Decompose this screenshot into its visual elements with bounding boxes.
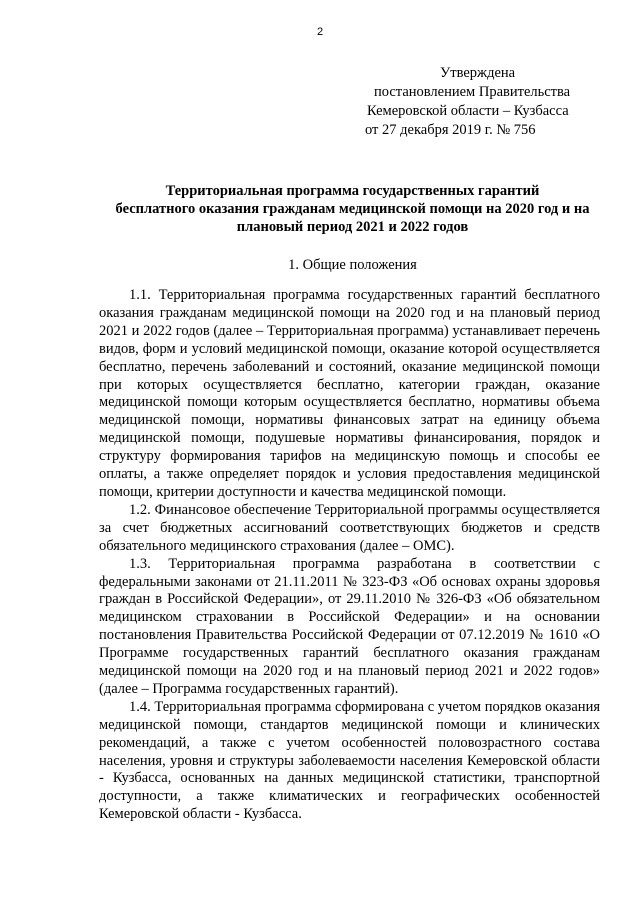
approval-line: Утверждена (440, 65, 516, 81)
title-line: бесплатного оказания гражданам медицинской помощи на 2020 год и на (115, 201, 590, 217)
title-line: плановый период 2021 и 2022 годов (236, 219, 469, 235)
paragraph: 1.2. Финансовое обеспечение Территориальной программы осуществляется за счет бюджетных ассигнований соответствующих бюджетов и средств обязательного медицинского страхования (далее – ОМС). (99, 501, 600, 554)
approval-line: Кемеровской области – Кузбасса (367, 103, 569, 119)
paragraph: 1.1. Территориальная программа государственных гарантий бесплатного оказания гражданам медицинской помощи на 2020 год и на плановый период 2021 и 2022 годов (далее – Территориальная программа) устанавливает перечень видов, форм и условий медицинской помощи, оказание которой осуществляется бесплатно, перечень заболеваний и состояний, оказание медицинской помощи при которых осуществляется бесплатно, категории граждан, оказание медицинской помощи которым осуществляется бесплатно, нормативы объема медицинской помощи, нормативы финансовых затрат на единицу объема медицинской помощи, подушевые нормативы финансирования, порядок и структуру формирования тарифов на медицинскую помощь и способы ее оплаты, а также определяет порядок и условия предоставления медицинской помощи, критерии доступности и качества медицинской помощи. (99, 287, 600, 500)
approval-block (355, 64, 605, 140)
paragraph: 1.3. Территориальная программа разработана в соответствии с федеральными законами от 21.11.2011 № 323-ФЗ «Об основах охраны здоровья граждан в Российской Федерации», от 29.11.2010 № 326-ФЗ «Об обязательном медицинском страховании в Российской Федерации» и на основании постановления Правительства Российской Федерации от 07.12.2019 № 1610 «О Программе государственных гарантий бесплатного оказания гражданам медицинской помощи на 2020 год и на плановый период 2021 и 2022 годов» (далее – Программа государственных гарантий). (99, 555, 600, 697)
approval-line: от 27 декабря 2019 г. № 756 (365, 122, 536, 138)
paragraph: 1.4. Территориальная программа сформирована с учетом порядков оказания медицинской помощи, стандартов медицинской помощи и клинических рекомендаций, а также с учетом особенностей половозрастного состава населения, уровня и структуры заболеваемости населения Кемеровской области - Кузбасса, основанных на данных медицинской статистики, транспортной доступности, а также климатических и географических особенностей Кемеровской области - Кузбасса. (99, 698, 600, 823)
page-number: 2 (316, 26, 324, 38)
document-body (99, 287, 600, 824)
approval-line: постановлением Правительства (374, 84, 571, 100)
section-heading: 1. Общие положения (288, 257, 417, 273)
title-line: Территориальная программа государственных гарантий (165, 183, 540, 199)
document-title (95, 182, 610, 236)
